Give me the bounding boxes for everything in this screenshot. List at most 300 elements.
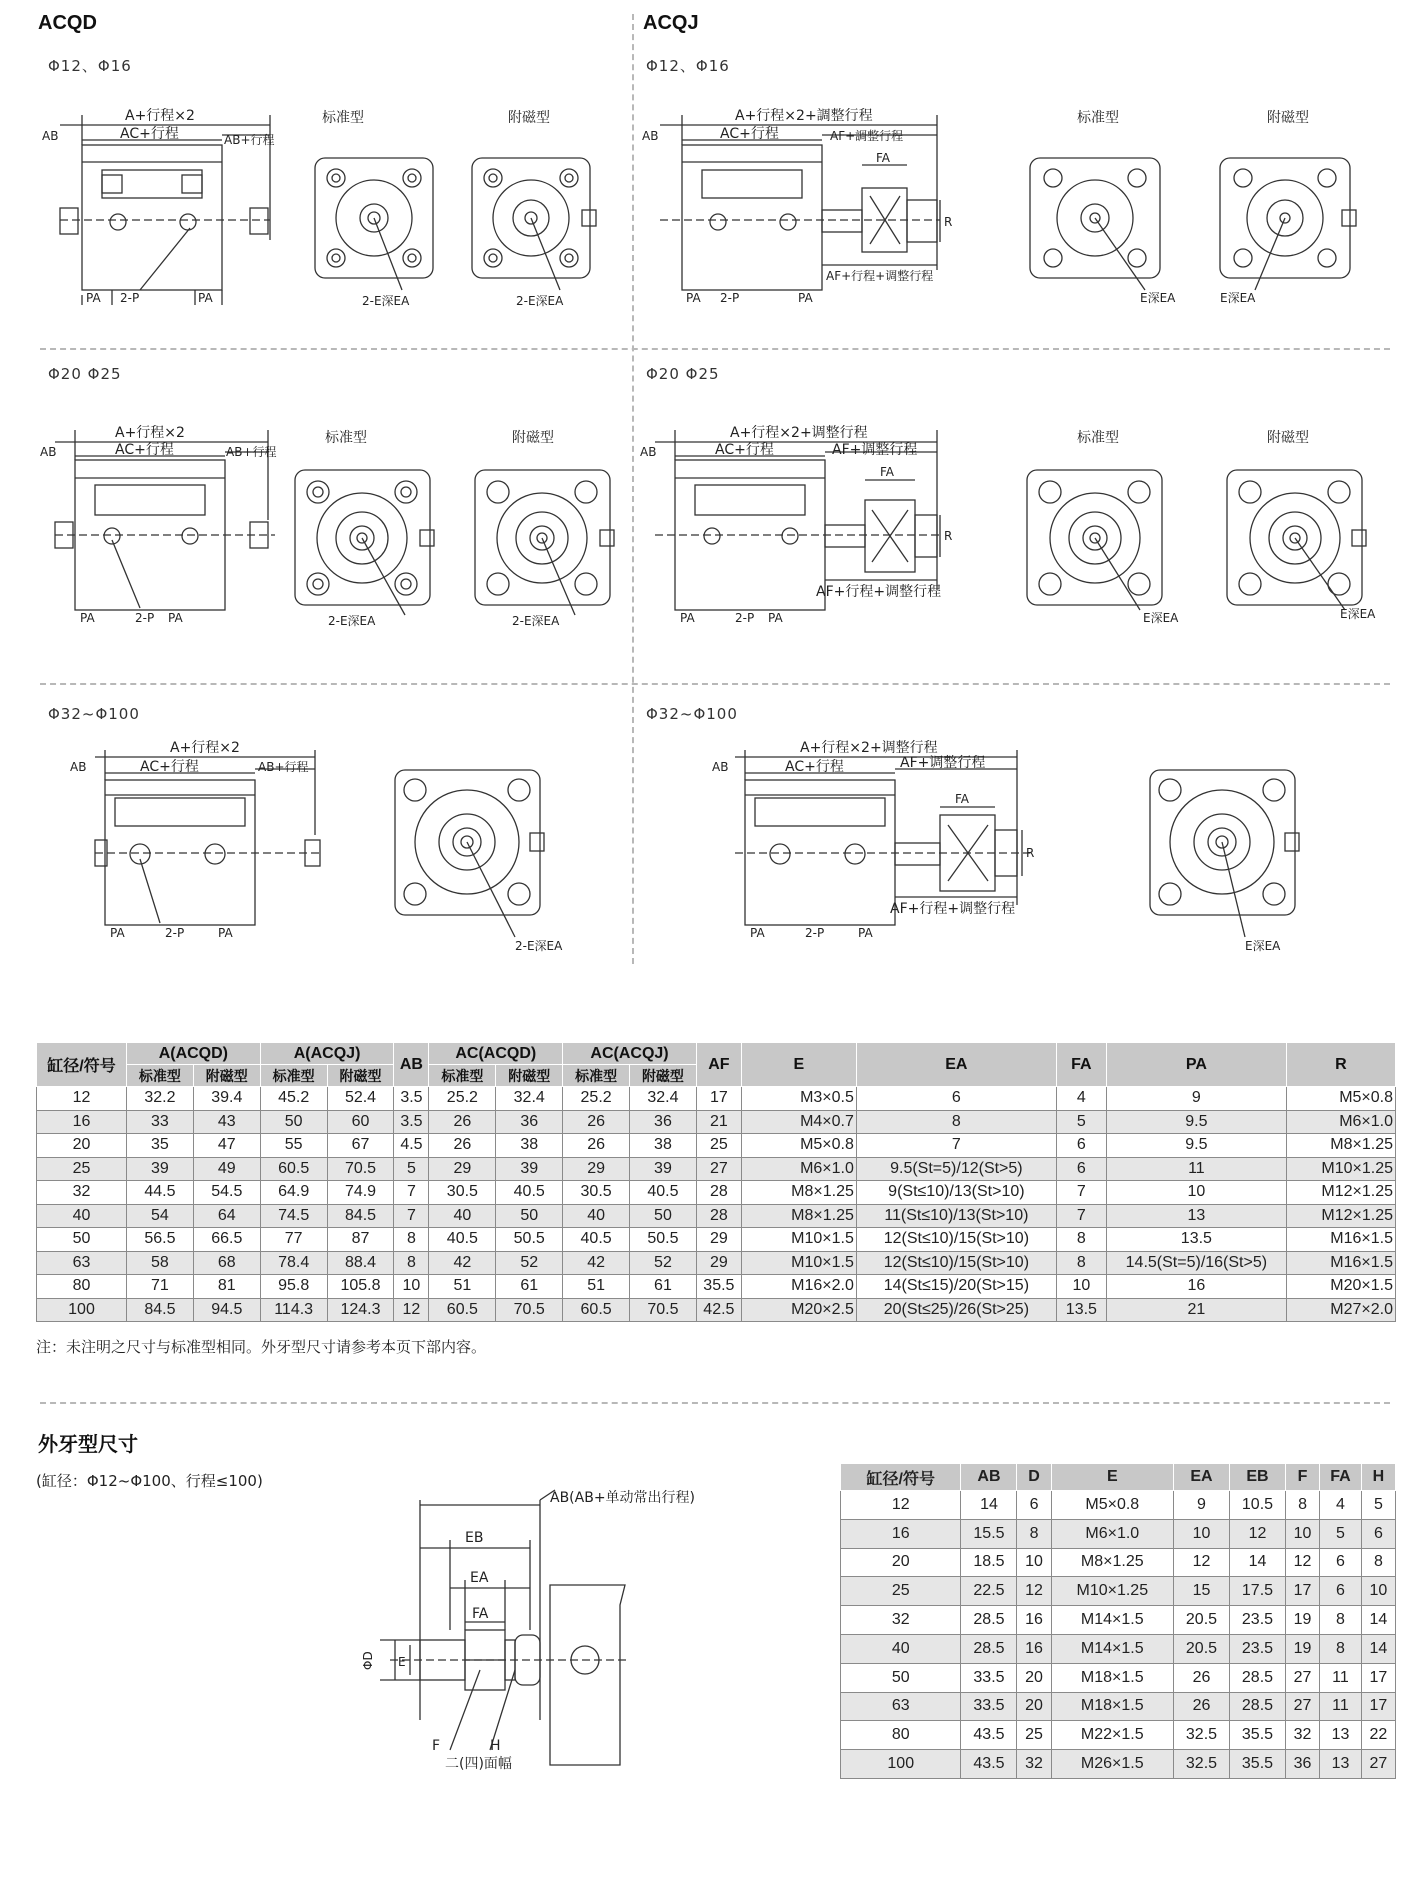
th-ac-acqd: AC(ACQD) bbox=[429, 1043, 563, 1065]
ext-cell: 43.5 bbox=[961, 1721, 1017, 1750]
ext-label-ab: AB(AB+单动常出行程) bbox=[550, 1490, 696, 1506]
th-ac-acqj: AC(ACQJ) bbox=[563, 1043, 697, 1065]
ext-cell: 20 bbox=[841, 1548, 961, 1577]
table-row bbox=[37, 1298, 1396, 1322]
dim-ac-32: AC+行程 bbox=[140, 759, 199, 775]
ext-cell: M14×1.5 bbox=[1051, 1634, 1173, 1663]
table-cell: 50 bbox=[37, 1228, 127, 1252]
dim-ab-32: AB bbox=[70, 760, 87, 774]
ext-cell: 12 bbox=[841, 1491, 961, 1520]
label-standard-12: 标准型 bbox=[322, 110, 364, 126]
table-cell: M3×0.5 bbox=[741, 1087, 856, 1111]
table-cell: 94.5 bbox=[193, 1298, 260, 1322]
ext-label-f: F bbox=[432, 1738, 441, 1754]
table-cell: 12(St≤10)/15(St>10) bbox=[856, 1228, 1056, 1252]
dim-af-stroke-adj-20: AF+行程+调整行程 bbox=[816, 584, 942, 600]
table-cell: 26 bbox=[429, 1110, 496, 1134]
acqj-side-view-32-100 bbox=[640, 735, 1060, 945]
table-row bbox=[37, 1204, 1396, 1228]
table-cell: 25.2 bbox=[429, 1087, 496, 1111]
dim-af-adj-32: AF+调整行程 bbox=[900, 755, 986, 771]
label-standard-20: 标准型 bbox=[325, 430, 367, 446]
ext-cell: 4 bbox=[1320, 1491, 1362, 1520]
table-cell: 71 bbox=[127, 1275, 194, 1299]
table-cell: 7 bbox=[1056, 1181, 1106, 1205]
dim-pa-j20-left: PA bbox=[680, 611, 695, 625]
table-cell: 60.5 bbox=[563, 1298, 630, 1322]
dim-2p-j20: 2-P bbox=[735, 611, 755, 625]
ext-cell: 28.5 bbox=[1229, 1692, 1285, 1721]
vertical-divider bbox=[632, 14, 634, 964]
table-cell: 43 bbox=[193, 1110, 260, 1134]
table-cell: 84.5 bbox=[127, 1298, 194, 1322]
ext-cell: 8 bbox=[1320, 1606, 1362, 1635]
table-cell: 40.5 bbox=[563, 1228, 630, 1252]
label-2e-32: 2-E深EA bbox=[515, 939, 563, 953]
dim-ac-stroke-j: AC+行程 bbox=[720, 126, 779, 142]
dim-af-adj-20: AF+调整行程 bbox=[832, 442, 918, 458]
ext-label-fa: FA bbox=[472, 1606, 489, 1622]
table-cell: 38 bbox=[496, 1134, 563, 1158]
external-thread-drawing bbox=[340, 1480, 760, 1770]
dim-pa-j20-right: PA bbox=[768, 611, 783, 625]
table-cell: 52 bbox=[630, 1251, 697, 1275]
bore-label-32-100-acqj: Φ32~Φ100 bbox=[646, 705, 738, 723]
th-pa: PA bbox=[1106, 1043, 1286, 1087]
ext-cell: 20 bbox=[1017, 1692, 1051, 1721]
ext-label-e: E bbox=[398, 1655, 406, 1669]
table-cell: 40.5 bbox=[496, 1181, 563, 1205]
ext-row bbox=[841, 1692, 1396, 1721]
label-2e-depth-mag: 2-E深EA bbox=[516, 294, 564, 308]
ext-row bbox=[841, 1634, 1396, 1663]
table-cell: 32 bbox=[37, 1181, 127, 1205]
table-cell: 25 bbox=[696, 1134, 741, 1158]
ext-cell: 5 bbox=[1320, 1519, 1362, 1548]
table-cell: 40 bbox=[563, 1204, 630, 1228]
table-cell: 54.5 bbox=[193, 1181, 260, 1205]
table-cell: M20×1.5 bbox=[1286, 1275, 1395, 1299]
label-magnetic-j20: 附磁型 bbox=[1267, 430, 1309, 446]
dim-pa-left: PA bbox=[86, 291, 101, 305]
table-cell: 61 bbox=[496, 1275, 563, 1299]
table-cell: 29 bbox=[696, 1228, 741, 1252]
label-e-depth-j-std: E深EA bbox=[1140, 291, 1176, 305]
table-cell: 20(St≤25)/26(St>25) bbox=[856, 1298, 1056, 1322]
dim-af-stroke-adj-small: AF+行程+调整行程 bbox=[826, 269, 934, 283]
table-cell: 7 bbox=[856, 1134, 1056, 1158]
table-cell: 8 bbox=[856, 1110, 1056, 1134]
table-cell: 42 bbox=[563, 1251, 630, 1275]
table-cell: 12 bbox=[37, 1087, 127, 1111]
ext-cell: 43.5 bbox=[961, 1750, 1017, 1779]
dim-af-adj-small: AF+調整行程 bbox=[830, 129, 904, 143]
ext-cell: 22 bbox=[1361, 1721, 1395, 1750]
ext-cell: 13 bbox=[1320, 1721, 1362, 1750]
table-cell: 61 bbox=[630, 1275, 697, 1299]
table-cell: M10×1.5 bbox=[741, 1228, 856, 1252]
ext-cell: 35.5 bbox=[1229, 1721, 1285, 1750]
table-cell: 78.4 bbox=[260, 1251, 327, 1275]
bore-label-12-16-acqj: Φ12、Φ16 bbox=[646, 57, 730, 75]
dim-pa-j32-right: PA bbox=[858, 926, 873, 940]
ext-th: EA bbox=[1173, 1464, 1229, 1491]
ext-header-row bbox=[841, 1464, 1396, 1491]
dim-2p-j: 2-P bbox=[720, 291, 740, 305]
ext-th: 缸径/符号 bbox=[841, 1464, 961, 1491]
ext-cell: 10 bbox=[1361, 1577, 1395, 1606]
table-cell: 40.5 bbox=[630, 1181, 697, 1205]
table-cell: 70.5 bbox=[630, 1298, 697, 1322]
table-cell: 56.5 bbox=[127, 1228, 194, 1252]
ext-th: H bbox=[1361, 1464, 1395, 1491]
th-bore: 缸径/符号 bbox=[37, 1043, 127, 1087]
dim-af-stroke-adj-32: AF+行程+调整行程 bbox=[890, 901, 1016, 917]
dim-fa-j32: FA bbox=[955, 792, 970, 806]
main-table-body bbox=[37, 1087, 1396, 1322]
dim-ab-j32: AB bbox=[712, 760, 729, 774]
table-cell: 39 bbox=[127, 1157, 194, 1181]
dim-2p-32: 2-P bbox=[165, 926, 185, 940]
table-cell: 4 bbox=[1056, 1087, 1106, 1111]
table-cell: 39 bbox=[630, 1157, 697, 1181]
table-cell: 6 bbox=[856, 1087, 1056, 1111]
ext-cell: 17 bbox=[1361, 1663, 1395, 1692]
table-row bbox=[37, 1087, 1396, 1111]
label-standard-j12: 标准型 bbox=[1077, 110, 1119, 126]
table-cell: M16×1.5 bbox=[1286, 1228, 1395, 1252]
table-cell: 13.5 bbox=[1106, 1228, 1286, 1252]
ext-cell: 35.5 bbox=[1229, 1750, 1285, 1779]
table-cell: M6×1.0 bbox=[1286, 1110, 1395, 1134]
th-a-acqj: A(ACQJ) bbox=[260, 1043, 394, 1065]
table-cell: 13.5 bbox=[1056, 1298, 1106, 1322]
table-cell: 3.5 bbox=[394, 1110, 429, 1134]
dim-a-adj-20: A+行程×2+调整行程 bbox=[730, 425, 868, 441]
label-magnetic-20: 附磁型 bbox=[512, 430, 554, 446]
table-cell: 88.4 bbox=[327, 1251, 394, 1275]
ext-cell: 20.5 bbox=[1173, 1606, 1229, 1635]
label-2e-depth-std: 2-E深EA bbox=[362, 294, 410, 308]
table-cell: 60.5 bbox=[260, 1157, 327, 1181]
dim-ac-j20: AC+行程 bbox=[715, 442, 774, 458]
label-e-depth-j20-mag: E深EA bbox=[1340, 607, 1376, 621]
table-cell: 42 bbox=[429, 1251, 496, 1275]
table-cell: 50.5 bbox=[496, 1228, 563, 1252]
table-cell: 32.4 bbox=[630, 1087, 697, 1111]
ext-cell: 16 bbox=[1017, 1606, 1051, 1635]
dim-2p-j32: 2-P bbox=[805, 926, 825, 940]
table-cell: 26 bbox=[429, 1134, 496, 1158]
ext-cell: 14 bbox=[1361, 1634, 1395, 1663]
table-cell: 26 bbox=[563, 1134, 630, 1158]
acqd-front-views-20-25 bbox=[290, 420, 630, 635]
ext-cell: 6 bbox=[1320, 1548, 1362, 1577]
table-cell: 44.5 bbox=[127, 1181, 194, 1205]
ext-label-phi-d: ΦD bbox=[361, 1651, 375, 1670]
ext-cell: 20.5 bbox=[1173, 1634, 1229, 1663]
table-cell: 29 bbox=[696, 1251, 741, 1275]
ext-cell: 12 bbox=[1017, 1577, 1051, 1606]
dim-r-j32: R bbox=[1026, 846, 1035, 860]
acqd-title: ACQD bbox=[38, 12, 97, 34]
table-cell: 8 bbox=[1056, 1251, 1106, 1275]
table-cell: 14(St≤15)/20(St>15) bbox=[856, 1275, 1056, 1299]
ext-cell: 33.5 bbox=[961, 1663, 1017, 1692]
ext-cell: 28.5 bbox=[961, 1606, 1017, 1635]
dim-pa-20-left: PA bbox=[80, 611, 95, 625]
table-cell: 49 bbox=[193, 1157, 260, 1181]
ext-cell: 16 bbox=[841, 1519, 961, 1548]
dim-ac-stroke: AC+行程 bbox=[120, 126, 179, 142]
ext-cell: M22×1.5 bbox=[1051, 1721, 1173, 1750]
table-cell: 60.5 bbox=[429, 1298, 496, 1322]
ext-row bbox=[841, 1663, 1396, 1692]
table-cell: 12 bbox=[394, 1298, 429, 1322]
table-cell: M16×2.0 bbox=[741, 1275, 856, 1299]
ext-cell: M18×1.5 bbox=[1051, 1692, 1173, 1721]
th-ac-acqd-std: 标准型 bbox=[429, 1065, 496, 1087]
table-cell: 124.3 bbox=[327, 1298, 394, 1322]
table-cell: 3.5 bbox=[394, 1087, 429, 1111]
ext-th: E bbox=[1051, 1464, 1173, 1491]
table-cell: 40 bbox=[37, 1204, 127, 1228]
table-cell: 16 bbox=[1106, 1275, 1286, 1299]
table-cell: 35 bbox=[127, 1134, 194, 1158]
table-cell: M27×2.0 bbox=[1286, 1298, 1395, 1322]
ext-cell: 8 bbox=[1361, 1548, 1395, 1577]
table-cell: 70.5 bbox=[327, 1157, 394, 1181]
table-cell: 39 bbox=[496, 1157, 563, 1181]
table-cell: 52.4 bbox=[327, 1087, 394, 1111]
table-cell: 45.2 bbox=[260, 1087, 327, 1111]
ext-cell: M26×1.5 bbox=[1051, 1750, 1173, 1779]
table-cell: 51 bbox=[429, 1275, 496, 1299]
table-cell: M8×1.25 bbox=[741, 1181, 856, 1205]
th-ac-acqd-mag: 附磁型 bbox=[496, 1065, 563, 1087]
ext-table-body bbox=[841, 1491, 1396, 1779]
ext-th: D bbox=[1017, 1464, 1051, 1491]
dim-pa-32-left: PA bbox=[110, 926, 125, 940]
dim-fa-j20: FA bbox=[880, 465, 895, 479]
ext-cell: 17.5 bbox=[1229, 1577, 1285, 1606]
label-magnetic-12: 附磁型 bbox=[508, 110, 550, 126]
table-cell: 9.5 bbox=[1106, 1134, 1286, 1158]
table-cell: 36 bbox=[496, 1110, 563, 1134]
ext-cell: M14×1.5 bbox=[1051, 1606, 1173, 1635]
table-cell: 40 bbox=[429, 1204, 496, 1228]
table-cell: 10 bbox=[394, 1275, 429, 1299]
table-cell: 51 bbox=[563, 1275, 630, 1299]
table-cell: 28 bbox=[696, 1204, 741, 1228]
dim-ab-stroke: AB+行程 bbox=[224, 133, 275, 147]
table-cell: 55 bbox=[260, 1134, 327, 1158]
ext-cell: 6 bbox=[1361, 1519, 1395, 1548]
ext-label-flats: 二(四)面幅 bbox=[445, 1756, 512, 1770]
ext-cell: 11 bbox=[1320, 1663, 1362, 1692]
divider-external bbox=[40, 1402, 1390, 1404]
table-cell: 68 bbox=[193, 1251, 260, 1275]
ext-cell: 9 bbox=[1173, 1491, 1229, 1520]
ext-cell: 12 bbox=[1229, 1519, 1285, 1548]
external-title: 外牙型尺寸 bbox=[38, 1434, 138, 1456]
bore-label-20-25-acqd: Φ20 Φ25 bbox=[48, 365, 122, 383]
ext-cell: 27 bbox=[1285, 1663, 1319, 1692]
table-cell: 58 bbox=[127, 1251, 194, 1275]
table-cell: 50 bbox=[260, 1110, 327, 1134]
ext-cell: 17 bbox=[1361, 1692, 1395, 1721]
table-cell: 36 bbox=[630, 1110, 697, 1134]
dim-2p: 2-P bbox=[120, 291, 140, 305]
table-cell: 11 bbox=[1106, 1157, 1286, 1181]
acqd-front-views-12-16 bbox=[310, 100, 610, 315]
dim-ac-j32: AC+行程 bbox=[785, 759, 844, 775]
table-cell: 7 bbox=[1056, 1204, 1106, 1228]
acqj-side-view-12-16 bbox=[640, 100, 1000, 310]
ext-cell: M8×1.25 bbox=[1051, 1548, 1173, 1577]
table-cell: 32.4 bbox=[496, 1087, 563, 1111]
ext-cell: 8 bbox=[1320, 1634, 1362, 1663]
ext-cell: M5×0.8 bbox=[1051, 1491, 1173, 1520]
table-cell: 50 bbox=[496, 1204, 563, 1228]
table-cell: 100 bbox=[37, 1298, 127, 1322]
dim-ac-20: AC+行程 bbox=[115, 442, 174, 458]
table-cell: 63 bbox=[37, 1251, 127, 1275]
table-cell: M5×0.8 bbox=[1286, 1087, 1395, 1111]
table-cell: 30.5 bbox=[429, 1181, 496, 1205]
ext-cell: 22.5 bbox=[961, 1577, 1017, 1606]
table-cell: 9 bbox=[1106, 1087, 1286, 1111]
dim-a-adj-small: A+行程×2+調整行程 bbox=[735, 108, 873, 124]
dim-fa-j: FA bbox=[876, 151, 891, 165]
table-cell: M12×1.25 bbox=[1286, 1181, 1395, 1205]
ext-label-ea: EA bbox=[470, 1570, 489, 1586]
ext-cell: 8 bbox=[1017, 1519, 1051, 1548]
label-standard-j20: 标准型 bbox=[1077, 430, 1119, 446]
table-cell: M6×1.0 bbox=[741, 1157, 856, 1181]
table-cell: 4.5 bbox=[394, 1134, 429, 1158]
ext-cell: 36 bbox=[1285, 1750, 1319, 1779]
ext-th: FA bbox=[1320, 1464, 1362, 1491]
ext-row bbox=[841, 1491, 1396, 1520]
dim-ab-stroke-32: AB+行程 bbox=[258, 760, 309, 774]
table-cell: 17 bbox=[696, 1087, 741, 1111]
ext-cell: 23.5 bbox=[1229, 1606, 1285, 1635]
th-fa: FA bbox=[1056, 1043, 1106, 1087]
table-row bbox=[37, 1251, 1396, 1275]
table-cell: 95.8 bbox=[260, 1275, 327, 1299]
dim-ab-j20: AB bbox=[640, 445, 657, 459]
ext-cell: 12 bbox=[1285, 1548, 1319, 1577]
table-cell: M8×1.25 bbox=[1286, 1134, 1395, 1158]
table-cell: 39.4 bbox=[193, 1087, 260, 1111]
ext-cell: 50 bbox=[841, 1663, 961, 1692]
table-cell: 74.9 bbox=[327, 1181, 394, 1205]
divider-row-2 bbox=[40, 683, 1390, 685]
table-cell: 64 bbox=[193, 1204, 260, 1228]
table-cell: 13 bbox=[1106, 1204, 1286, 1228]
ext-cell: 33.5 bbox=[961, 1692, 1017, 1721]
table-cell: M10×1.25 bbox=[1286, 1157, 1395, 1181]
ext-th: AB bbox=[961, 1464, 1017, 1491]
th-e: E bbox=[741, 1043, 856, 1087]
table-cell: 6 bbox=[1056, 1157, 1106, 1181]
acqj-front-views-20-25 bbox=[1015, 420, 1395, 635]
table-cell: 7 bbox=[394, 1204, 429, 1228]
th-af: AF bbox=[696, 1043, 741, 1087]
table-cell: 16 bbox=[37, 1110, 127, 1134]
acqj-side-view-20-25 bbox=[640, 420, 1000, 630]
ext-cell: 11 bbox=[1320, 1692, 1362, 1721]
bore-label-12-16-acqd: Φ12、Φ16 bbox=[48, 57, 132, 75]
th-ea: EA bbox=[856, 1043, 1056, 1087]
ext-cell: 13 bbox=[1320, 1750, 1362, 1779]
acqd-front-view-32-100 bbox=[390, 765, 590, 955]
table-cell: 60 bbox=[327, 1110, 394, 1134]
ext-cell: 19 bbox=[1285, 1606, 1319, 1635]
acqd-side-view-32-100 bbox=[60, 735, 330, 945]
table-cell: 87 bbox=[327, 1228, 394, 1252]
table-cell: M5×0.8 bbox=[741, 1134, 856, 1158]
table-cell: M10×1.5 bbox=[741, 1251, 856, 1275]
dim-pa-right: PA bbox=[198, 291, 213, 305]
ext-cell: 14 bbox=[961, 1491, 1017, 1520]
table-cell: 29 bbox=[429, 1157, 496, 1181]
table-cell: 27 bbox=[696, 1157, 741, 1181]
ext-cell: 8 bbox=[1285, 1491, 1319, 1520]
ext-row bbox=[841, 1519, 1396, 1548]
ext-cell: 27 bbox=[1361, 1750, 1395, 1779]
table-cell: 81 bbox=[193, 1275, 260, 1299]
table-cell: M4×0.7 bbox=[741, 1110, 856, 1134]
table-cell: 40.5 bbox=[429, 1228, 496, 1252]
ext-cell: 10 bbox=[1173, 1519, 1229, 1548]
table-row bbox=[37, 1228, 1396, 1252]
table-cell: 84.5 bbox=[327, 1204, 394, 1228]
table-cell: 32.2 bbox=[127, 1087, 194, 1111]
table-cell: 10 bbox=[1106, 1181, 1286, 1205]
table-cell: 8 bbox=[394, 1228, 429, 1252]
ext-cell: 14 bbox=[1361, 1606, 1395, 1635]
ext-label-h: H bbox=[490, 1738, 501, 1754]
table-cell: 50.5 bbox=[630, 1228, 697, 1252]
dim-a-adj-32: A+行程×2+调整行程 bbox=[800, 740, 938, 756]
ext-cell: 12 bbox=[1173, 1548, 1229, 1577]
ext-cell: 25 bbox=[841, 1577, 961, 1606]
table-cell: 10 bbox=[1056, 1275, 1106, 1299]
table-cell: 7 bbox=[394, 1181, 429, 1205]
table-cell: 25.2 bbox=[563, 1087, 630, 1111]
ext-cell: M18×1.5 bbox=[1051, 1663, 1173, 1692]
ext-cell: 23.5 bbox=[1229, 1634, 1285, 1663]
th-ac-acqj-std: 标准型 bbox=[563, 1065, 630, 1087]
external-spec-table bbox=[840, 1463, 1396, 1779]
ext-cell: 26 bbox=[1173, 1663, 1229, 1692]
dim-pa-j32-left: PA bbox=[750, 926, 765, 940]
table-cell: 8 bbox=[394, 1251, 429, 1275]
th-a-acqd-mag: 附磁型 bbox=[193, 1065, 260, 1087]
table-cell: 66.5 bbox=[193, 1228, 260, 1252]
bore-label-20-25-acqj: Φ20 Φ25 bbox=[646, 365, 720, 383]
table-cell: 42.5 bbox=[696, 1298, 741, 1322]
table-cell: 14.5(St=5)/16(St>5) bbox=[1106, 1251, 1286, 1275]
acqj-title: ACQJ bbox=[643, 12, 699, 34]
table-cell: 64.9 bbox=[260, 1181, 327, 1205]
dim-ab-stroke-20: AB+行程 bbox=[226, 445, 277, 459]
dim-ab-20: AB bbox=[40, 445, 57, 459]
dim-r-j20: R bbox=[944, 529, 953, 543]
label-magnetic-j12: 附磁型 bbox=[1267, 110, 1309, 126]
